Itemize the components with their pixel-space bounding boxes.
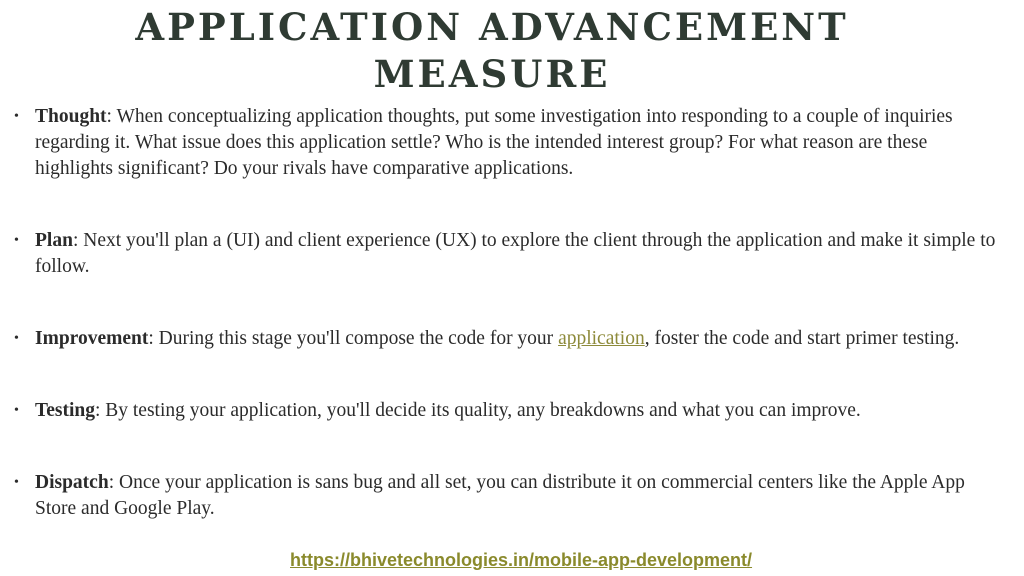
title-line-1: APPLICATION ADVANCEMENT [135,5,849,49]
title-line-2: MEASURE [373,52,611,96]
description-dispatch: : Once your application is sans bug and all set, you can distribute it on commercial centers like the Apple App Store and Google Play. [35,472,965,519]
bullet-dot: • [14,233,19,248]
bullet-dot: • [14,109,19,124]
page-title [0,4,984,98]
description-thought: : When conceptualizing application thoughts, put some investigation into responding to a couple of inquiries regarding it. What issue does this application settle? Who is the intended interest group? For what reason are these highlights significant? Do your rivals have comparative applications. [35,106,953,179]
list-item-testing [14,398,1004,424]
bullet-dot: • [14,475,19,490]
description-plan: : Next you'll plan a (UI) and client experience (UX) to explore the client through the application and make it simple to follow. [35,230,996,277]
term-testing: Testing [35,400,95,421]
term-dispatch: Dispatch [35,472,109,493]
list-item-thought [14,104,1004,182]
description-testing: : By testing your application, you'll decide its quality, any breakdowns and what you can improve. [94,400,861,421]
term-plan: Plan [35,230,73,251]
list-item-improvement [14,326,1004,352]
list-item-plan [14,228,1004,280]
term-improvement: Improvement [35,328,149,349]
list-item-dispatch [14,470,1004,522]
bullet-dot: • [14,331,19,346]
term-thought: Thought [35,106,107,127]
description-improvement-after: , foster the code and start primer testing. [644,328,960,349]
footer-website-link[interactable]: https://bhivetechnologies.in/mobile-app-development/ [290,550,753,570]
bullet-list [14,104,1004,522]
application-link[interactable]: application [558,328,645,349]
bullet-dot: • [14,403,19,418]
description-improvement-before: : During this stage you'll compose the code for your [148,328,559,349]
